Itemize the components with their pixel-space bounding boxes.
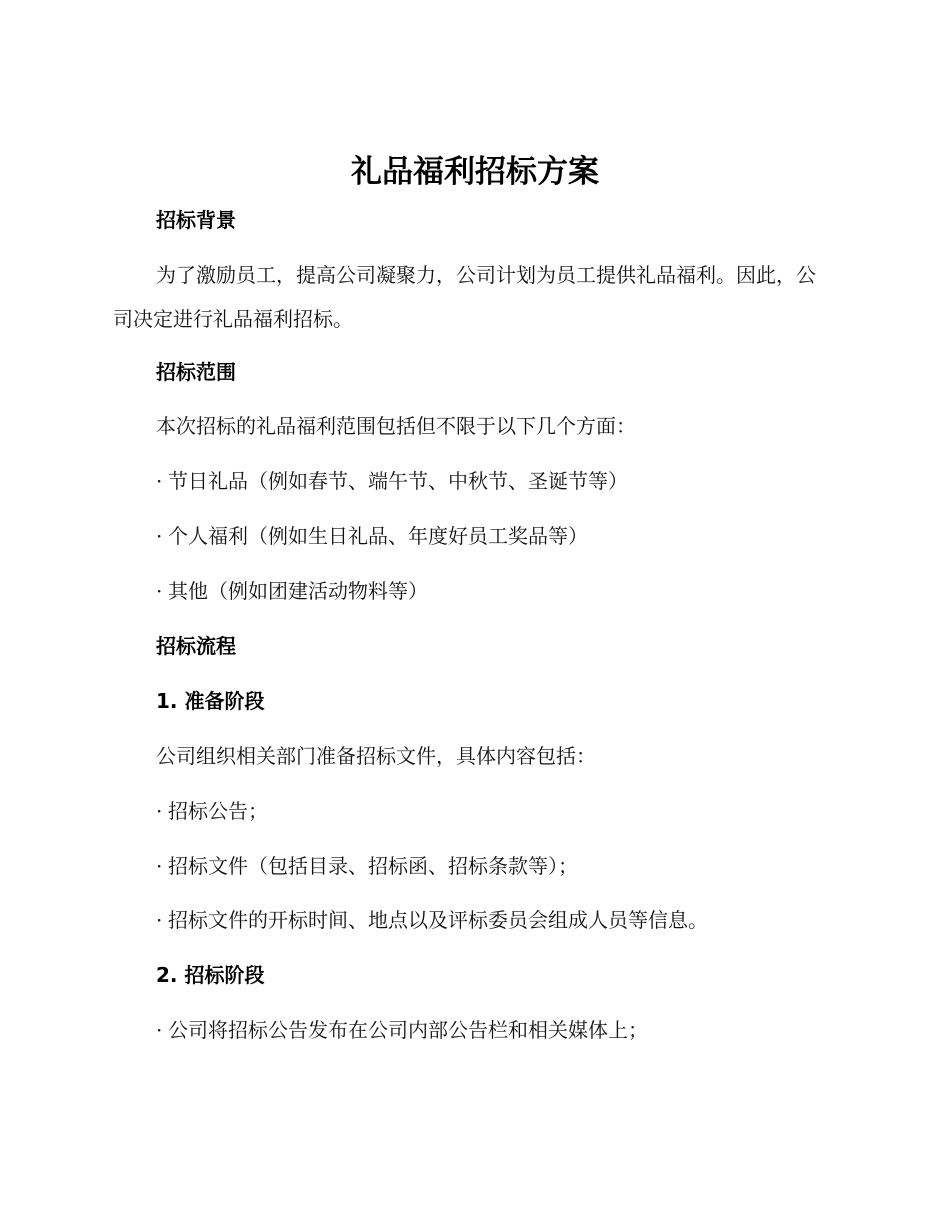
document-title: 礼品福利招标方案: [351, 154, 599, 190]
bullet-dot: ·: [156, 469, 163, 493]
section-heading-process: 招标流程: [156, 634, 236, 658]
list-item: [156, 576, 428, 606]
bullet-dot: ·: [156, 854, 163, 878]
bullet-dot: ·: [156, 799, 163, 823]
list-item: [156, 905, 708, 935]
background-paragraph: 为了激励员工，提高公司凝聚力，公司计划为员工提供礼品福利。因此，公司决定进行礼品福利招标。: [113, 263, 816, 331]
section-heading-background: 招标背景: [156, 208, 236, 232]
bullet-dot: ·: [156, 579, 163, 603]
list-item-text: 招标公告；: [168, 799, 268, 823]
stage1-intro: 公司组织相关部门准备招标文件，具体内容包括：: [156, 744, 596, 768]
list-item: [156, 851, 578, 881]
list-item-text: 个人福利（例如生日礼品、年度好员工奖品等）: [168, 524, 588, 548]
list-item: [156, 796, 268, 826]
list-item-text: 公司将招标公告发布在公司内部公告栏和相关媒体上；: [168, 1018, 648, 1042]
scope-intro: 本次招标的礼品福利范围包括但不限于以下几个方面：: [156, 414, 636, 438]
section-heading-scope: 招标范围: [156, 360, 236, 384]
subheading-stage2: 2. 招标阶段: [156, 963, 265, 987]
list-item: [156, 1015, 648, 1045]
list-item-text: 招标文件（包括目录、招标函、招标条款等）；: [168, 854, 578, 878]
bullet-dot: ·: [156, 1018, 163, 1042]
bullet-dot: ·: [156, 524, 163, 548]
list-item-text: 其他（例如团建活动物料等）: [168, 579, 428, 603]
subheading-stage1: 1. 准备阶段: [156, 689, 265, 713]
list-item: [156, 521, 588, 551]
bullet-dot: ·: [156, 908, 163, 932]
list-item-text: 招标文件的开标时间、地点以及评标委员会组成人员等信息。: [168, 908, 708, 932]
list-item: [156, 466, 628, 496]
list-item-text: 节日礼品（例如春节、端午节、中秋节、圣诞节等）: [168, 469, 628, 493]
